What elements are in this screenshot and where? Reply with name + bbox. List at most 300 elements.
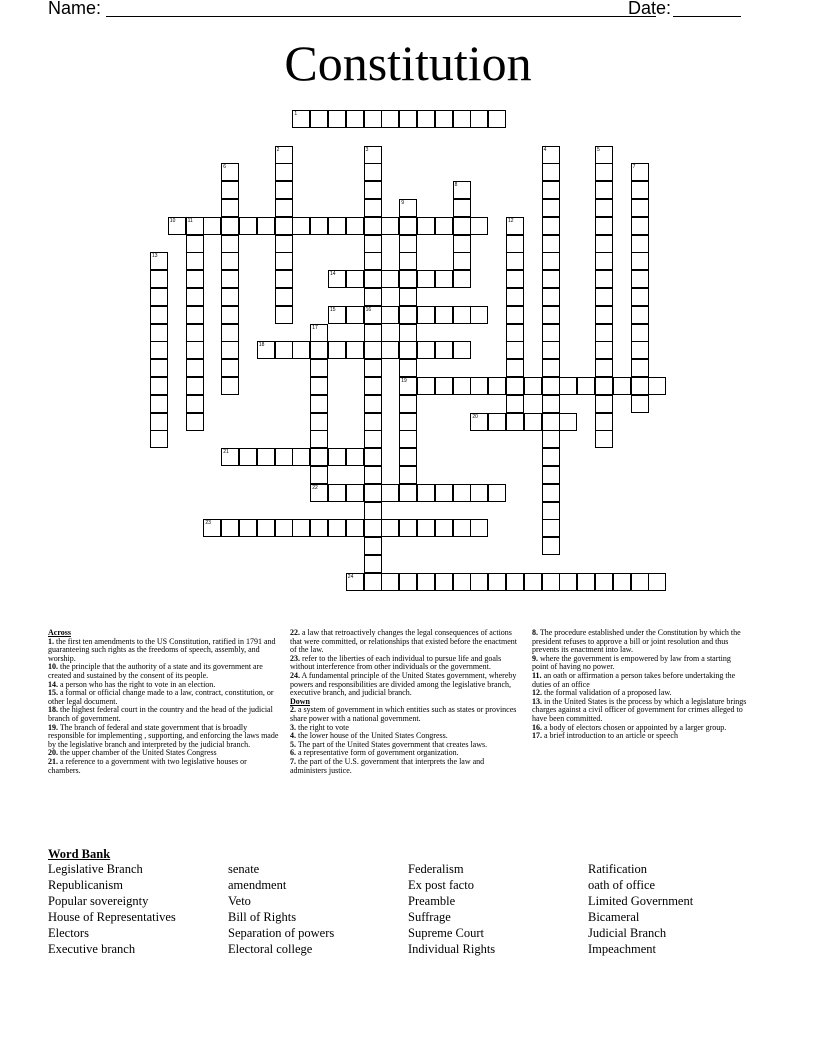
grid-cell[interactable] xyxy=(453,235,471,253)
grid-cell[interactable] xyxy=(221,270,239,288)
grid-cell[interactable] xyxy=(257,519,275,537)
grid-cell[interactable] xyxy=(221,181,239,199)
grid-cell[interactable] xyxy=(435,519,453,537)
grid-cell[interactable] xyxy=(595,163,613,181)
grid-cell[interactable] xyxy=(275,235,293,253)
grid-cell[interactable] xyxy=(310,484,328,502)
grid-cell[interactable] xyxy=(559,413,577,431)
grid-cell[interactable] xyxy=(221,252,239,270)
grid-cell[interactable] xyxy=(399,217,417,235)
grid-cell[interactable] xyxy=(595,270,613,288)
grid-cell[interactable] xyxy=(595,199,613,217)
grid-cell[interactable] xyxy=(310,341,328,359)
grid-cell[interactable] xyxy=(542,306,560,324)
grid-cell[interactable] xyxy=(364,163,382,181)
grid-cell[interactable] xyxy=(631,377,649,395)
grid-cell[interactable] xyxy=(150,430,168,448)
grid-cell[interactable] xyxy=(488,413,506,431)
grid-cell[interactable] xyxy=(595,252,613,270)
grid-cell[interactable] xyxy=(364,573,382,591)
grid-cell[interactable] xyxy=(221,448,239,466)
grid-cell[interactable] xyxy=(595,217,613,235)
grid-cell[interactable] xyxy=(292,110,310,128)
grid-cell[interactable] xyxy=(631,163,649,181)
grid-cell[interactable] xyxy=(542,181,560,199)
grid-cell[interactable] xyxy=(542,235,560,253)
grid-cell[interactable] xyxy=(453,110,471,128)
grid-cell[interactable] xyxy=(435,110,453,128)
grid-cell[interactable] xyxy=(542,163,560,181)
grid-cell[interactable] xyxy=(399,430,417,448)
grid-cell[interactable] xyxy=(506,252,524,270)
grid-cell[interactable] xyxy=(488,573,506,591)
grid-cell[interactable] xyxy=(613,573,631,591)
grid-cell[interactable] xyxy=(150,306,168,324)
grid-cell[interactable] xyxy=(346,519,364,537)
grid-cell[interactable] xyxy=(506,235,524,253)
grid-cell[interactable] xyxy=(399,324,417,342)
grid-cell[interactable] xyxy=(364,359,382,377)
clue-number: 21. xyxy=(48,756,58,766)
grid-cell[interactable] xyxy=(381,573,399,591)
grid-cell[interactable] xyxy=(221,199,239,217)
grid-cell[interactable] xyxy=(524,573,542,591)
grid-cell[interactable] xyxy=(310,359,328,377)
grid-cell[interactable] xyxy=(186,270,204,288)
grid-cell[interactable] xyxy=(364,555,382,573)
grid-cell[interactable] xyxy=(275,199,293,217)
grid-cell[interactable] xyxy=(506,395,524,413)
grid-cell[interactable] xyxy=(346,484,364,502)
grid-cell[interactable] xyxy=(364,448,382,466)
grid-cell[interactable] xyxy=(221,519,239,537)
grid-cell[interactable] xyxy=(542,359,560,377)
grid-cell[interactable] xyxy=(221,377,239,395)
grid-cell[interactable] xyxy=(186,252,204,270)
grid-cell[interactable] xyxy=(595,341,613,359)
grid-cell[interactable] xyxy=(364,288,382,306)
grid-cell[interactable] xyxy=(399,252,417,270)
grid-cell[interactable] xyxy=(453,217,471,235)
grid-cell[interactable] xyxy=(328,341,346,359)
grid-cell[interactable] xyxy=(470,484,488,502)
grid-cell[interactable] xyxy=(275,519,293,537)
grid-cell[interactable] xyxy=(631,235,649,253)
grid-cell[interactable] xyxy=(150,252,168,270)
grid-cell[interactable] xyxy=(186,306,204,324)
grid-cell[interactable] xyxy=(470,573,488,591)
grid-cell[interactable] xyxy=(364,413,382,431)
grid-cell[interactable] xyxy=(595,430,613,448)
grid-cell[interactable] xyxy=(364,217,382,235)
grid-cell[interactable] xyxy=(470,306,488,324)
grid-cell[interactable] xyxy=(221,163,239,181)
grid-cell[interactable] xyxy=(506,306,524,324)
clue-text: the formal validation of a proposed law. xyxy=(542,688,672,698)
grid-cell[interactable] xyxy=(453,252,471,270)
grid-cell[interactable] xyxy=(346,573,364,591)
word-bank-entry: Electoral college xyxy=(228,942,313,956)
grid-cell[interactable] xyxy=(595,359,613,377)
clue xyxy=(48,758,280,775)
grid-cell[interactable] xyxy=(186,395,204,413)
grid-cell[interactable] xyxy=(364,235,382,253)
grid-cell[interactable] xyxy=(364,341,382,359)
grid-cell[interactable] xyxy=(542,395,560,413)
grid-cell[interactable] xyxy=(203,519,221,537)
name-label: Name: xyxy=(48,0,102,18)
grid-cell[interactable] xyxy=(399,377,417,395)
clue xyxy=(532,655,748,672)
grid-cell[interactable] xyxy=(542,573,560,591)
grid-cell[interactable] xyxy=(595,288,613,306)
grid-cell[interactable] xyxy=(470,413,488,431)
grid-cell[interactable] xyxy=(542,217,560,235)
grid-cell[interactable] xyxy=(239,217,257,235)
grid-cell[interactable] xyxy=(310,413,328,431)
grid-cell[interactable] xyxy=(310,519,328,537)
grid-cell[interactable] xyxy=(364,324,382,342)
clue xyxy=(532,698,748,724)
grid-cell[interactable] xyxy=(275,146,293,164)
clue-number: 14. xyxy=(48,679,58,689)
grid-cell[interactable] xyxy=(595,306,613,324)
grid-cell[interactable] xyxy=(631,341,649,359)
grid-cell[interactable] xyxy=(150,377,168,395)
grid-cell[interactable] xyxy=(417,306,435,324)
clue-section-heading: Across xyxy=(48,628,71,637)
grid-cell[interactable] xyxy=(631,573,649,591)
grid-cell[interactable] xyxy=(275,163,293,181)
grid-cell[interactable] xyxy=(542,146,560,164)
grid-cell[interactable] xyxy=(186,288,204,306)
grid-cell[interactable] xyxy=(399,484,417,502)
grid-cell[interactable] xyxy=(577,377,595,395)
grid-cell[interactable] xyxy=(470,110,488,128)
grid-cell[interactable] xyxy=(310,466,328,484)
grid-cell[interactable] xyxy=(506,217,524,235)
grid-cell[interactable] xyxy=(595,395,613,413)
grid-cell[interactable] xyxy=(364,270,382,288)
grid-cell[interactable] xyxy=(346,341,364,359)
grid-cell[interactable] xyxy=(631,181,649,199)
grid-cell[interactable] xyxy=(381,217,399,235)
grid-cell[interactable] xyxy=(399,341,417,359)
grid-cell[interactable] xyxy=(257,217,275,235)
grid-cell[interactable] xyxy=(453,199,471,217)
grid-cell[interactable] xyxy=(595,146,613,164)
grid-cell[interactable] xyxy=(186,217,204,235)
grid-cell[interactable] xyxy=(595,413,613,431)
grid-cell[interactable] xyxy=(595,235,613,253)
grid-cell[interactable] xyxy=(150,395,168,413)
grid-cell[interactable] xyxy=(310,377,328,395)
grid-cell[interactable] xyxy=(328,448,346,466)
grid-cell[interactable] xyxy=(257,448,275,466)
grid-cell[interactable] xyxy=(470,519,488,537)
grid-cell[interactable] xyxy=(542,324,560,342)
grid-cell[interactable] xyxy=(506,324,524,342)
grid-cell[interactable] xyxy=(292,519,310,537)
grid-cell[interactable] xyxy=(381,110,399,128)
grid-cell[interactable] xyxy=(399,413,417,431)
grid-cell[interactable] xyxy=(292,341,310,359)
grid-cell[interactable] xyxy=(221,288,239,306)
grid-cell[interactable] xyxy=(506,377,524,395)
grid-cell[interactable] xyxy=(221,235,239,253)
grid-cell[interactable] xyxy=(275,181,293,199)
grid-cell[interactable] xyxy=(577,573,595,591)
clue-number: 23 xyxy=(205,520,211,527)
grid-cell[interactable] xyxy=(524,413,542,431)
grid-cell[interactable] xyxy=(506,359,524,377)
grid-cell[interactable] xyxy=(364,395,382,413)
grid-cell[interactable] xyxy=(328,306,346,324)
grid-cell[interactable] xyxy=(150,324,168,342)
grid-cell[interactable] xyxy=(346,217,364,235)
grid-cell[interactable] xyxy=(221,217,239,235)
grid-cell[interactable] xyxy=(221,359,239,377)
grid-cell[interactable] xyxy=(648,573,666,591)
grid-cell[interactable] xyxy=(399,466,417,484)
grid-cell[interactable] xyxy=(275,341,293,359)
grid-cell[interactable] xyxy=(257,341,275,359)
grid-cell[interactable] xyxy=(542,502,560,520)
grid-cell[interactable] xyxy=(399,519,417,537)
grid-cell[interactable] xyxy=(542,466,560,484)
grid-cell[interactable] xyxy=(595,324,613,342)
grid-cell[interactable] xyxy=(186,413,204,431)
grid-cell[interactable] xyxy=(310,448,328,466)
grid-cell[interactable] xyxy=(435,270,453,288)
grid-cell[interactable] xyxy=(346,110,364,128)
clue-text: a reference to a government with two legislative houses or chambers. xyxy=(48,756,247,775)
grid-cell[interactable] xyxy=(399,573,417,591)
grid-cell[interactable] xyxy=(364,199,382,217)
clue-number: 5. xyxy=(290,739,296,749)
grid-cell[interactable] xyxy=(435,573,453,591)
grid-cell[interactable] xyxy=(364,502,382,520)
grid-cell[interactable] xyxy=(328,110,346,128)
clue-number: 16. xyxy=(532,722,542,732)
clue-number: 1. xyxy=(48,636,54,646)
grid-cell[interactable] xyxy=(346,306,364,324)
grid-cell[interactable] xyxy=(417,377,435,395)
grid-cell[interactable] xyxy=(417,519,435,537)
grid-cell[interactable] xyxy=(186,235,204,253)
grid-cell[interactable] xyxy=(381,519,399,537)
grid-cell[interactable] xyxy=(150,359,168,377)
grid-cell[interactable] xyxy=(399,270,417,288)
grid-cell[interactable] xyxy=(631,306,649,324)
grid-cell[interactable] xyxy=(239,448,257,466)
grid-cell[interactable] xyxy=(631,217,649,235)
grid-cell[interactable] xyxy=(328,270,346,288)
grid-cell[interactable] xyxy=(435,341,453,359)
grid-cell[interactable] xyxy=(364,181,382,199)
grid-cell[interactable] xyxy=(275,270,293,288)
clue-number: 17. xyxy=(532,731,542,741)
grid-cell[interactable] xyxy=(595,377,613,395)
grid-cell[interactable] xyxy=(168,217,186,235)
grid-cell[interactable] xyxy=(399,199,417,217)
grid-cell[interactable] xyxy=(275,252,293,270)
grid-cell[interactable] xyxy=(221,341,239,359)
grid-cell[interactable] xyxy=(364,537,382,555)
grid-cell[interactable] xyxy=(631,395,649,413)
grid-cell[interactable] xyxy=(542,537,560,555)
grid-cell[interactable] xyxy=(470,217,488,235)
grid-cell[interactable] xyxy=(542,341,560,359)
grid-cell[interactable] xyxy=(150,288,168,306)
grid-cell[interactable] xyxy=(542,484,560,502)
grid-cell[interactable] xyxy=(310,110,328,128)
grid-cell[interactable] xyxy=(221,324,239,342)
grid-cell[interactable] xyxy=(221,306,239,324)
grid-cell[interactable] xyxy=(506,270,524,288)
grid-cell[interactable] xyxy=(186,324,204,342)
grid-cell[interactable] xyxy=(524,377,542,395)
grid-cell[interactable] xyxy=(399,395,417,413)
word-bank-entry: Bill of Rights xyxy=(228,910,297,924)
grid-cell[interactable] xyxy=(364,484,382,502)
grid-cell[interactable] xyxy=(310,395,328,413)
grid-cell[interactable] xyxy=(435,484,453,502)
grid-cell[interactable] xyxy=(542,448,560,466)
grid-cell[interactable] xyxy=(239,519,257,537)
grid-cell[interactable] xyxy=(488,377,506,395)
grid-cell[interactable] xyxy=(292,217,310,235)
grid-cell[interactable] xyxy=(595,573,613,591)
grid-cell[interactable] xyxy=(631,252,649,270)
grid-cell[interactable] xyxy=(150,270,168,288)
grid-cell[interactable] xyxy=(559,377,577,395)
grid-cell[interactable] xyxy=(542,413,560,431)
grid-cell[interactable] xyxy=(292,448,310,466)
grid-cell[interactable] xyxy=(364,466,382,484)
grid-cell[interactable] xyxy=(186,377,204,395)
grid-cell[interactable] xyxy=(399,110,417,128)
grid-cell[interactable] xyxy=(150,341,168,359)
grid-cell[interactable] xyxy=(542,270,560,288)
grid-cell[interactable] xyxy=(417,110,435,128)
clue-number: 6 xyxy=(223,164,226,171)
word-bank xyxy=(48,846,768,956)
grid-cell[interactable] xyxy=(595,181,613,199)
grid-cell[interactable] xyxy=(364,146,382,164)
grid-cell[interactable] xyxy=(417,484,435,502)
clue xyxy=(532,629,748,655)
grid-cell[interactable] xyxy=(631,270,649,288)
grid-cell[interactable] xyxy=(631,359,649,377)
grid-cell[interactable] xyxy=(186,341,204,359)
grid-cell[interactable] xyxy=(417,270,435,288)
grid-cell[interactable] xyxy=(488,110,506,128)
grid-cell[interactable] xyxy=(203,217,221,235)
clue xyxy=(290,629,522,655)
grid-cell[interactable] xyxy=(631,324,649,342)
grid-cell[interactable] xyxy=(453,573,471,591)
grid-cell[interactable] xyxy=(310,217,328,235)
grid-cell[interactable] xyxy=(364,110,382,128)
grid-cell[interactable] xyxy=(399,306,417,324)
grid-cell[interactable] xyxy=(399,448,417,466)
grid-cell[interactable] xyxy=(435,217,453,235)
grid-cell[interactable] xyxy=(488,484,506,502)
grid-cell[interactable] xyxy=(381,306,399,324)
grid-cell[interactable] xyxy=(542,288,560,306)
clue-number: 20. xyxy=(48,748,58,758)
grid-cell[interactable] xyxy=(648,377,666,395)
grid-cell[interactable] xyxy=(435,306,453,324)
grid-cell[interactable] xyxy=(453,270,471,288)
clue-text: where the government is empowered by law from a starting point of having no power. xyxy=(532,653,731,672)
grid-cell[interactable] xyxy=(328,484,346,502)
grid-cell[interactable] xyxy=(328,217,346,235)
grid-cell[interactable] xyxy=(364,306,382,324)
grid-cell[interactable] xyxy=(399,288,417,306)
grid-cell[interactable] xyxy=(542,199,560,217)
grid-cell[interactable] xyxy=(559,573,577,591)
grid-cell[interactable] xyxy=(542,519,560,537)
grid-cell[interactable] xyxy=(506,573,524,591)
grid-cell[interactable] xyxy=(453,181,471,199)
grid-cell[interactable] xyxy=(417,573,435,591)
clue-text: a representative form of government organization. xyxy=(296,748,459,758)
grid-cell[interactable] xyxy=(364,377,382,395)
grid-cell[interactable] xyxy=(506,413,524,431)
grid-cell[interactable] xyxy=(150,413,168,431)
grid-cell[interactable] xyxy=(275,288,293,306)
grid-cell[interactable] xyxy=(186,359,204,377)
grid-cell[interactable] xyxy=(435,377,453,395)
grid-cell[interactable] xyxy=(453,306,471,324)
grid-cell[interactable] xyxy=(399,235,417,253)
grid-cell[interactable] xyxy=(453,484,471,502)
grid-cell[interactable] xyxy=(506,288,524,306)
grid-cell[interactable] xyxy=(275,217,293,235)
grid-cell[interactable] xyxy=(381,341,399,359)
word-bank-entry: Federalism xyxy=(408,862,464,876)
grid-cell[interactable] xyxy=(453,377,471,395)
grid-cell[interactable] xyxy=(542,430,560,448)
grid-cell[interactable] xyxy=(381,270,399,288)
grid-cell[interactable] xyxy=(506,341,524,359)
grid-cell[interactable] xyxy=(310,324,328,342)
grid-cell[interactable] xyxy=(364,430,382,448)
grid-cell[interactable] xyxy=(453,519,471,537)
grid-cell[interactable] xyxy=(453,341,471,359)
grid-cell[interactable] xyxy=(470,377,488,395)
grid-cell[interactable] xyxy=(310,430,328,448)
grid-cell[interactable] xyxy=(631,199,649,217)
grid-cell[interactable] xyxy=(328,519,346,537)
grid-cell[interactable] xyxy=(346,448,364,466)
grid-cell[interactable] xyxy=(364,519,382,537)
grid-cell[interactable] xyxy=(542,252,560,270)
grid-cell[interactable] xyxy=(542,377,560,395)
grid-cell[interactable] xyxy=(631,288,649,306)
grid-cell[interactable] xyxy=(364,252,382,270)
grid-cell[interactable] xyxy=(417,341,435,359)
grid-cell[interactable] xyxy=(346,270,364,288)
grid-cell[interactable] xyxy=(613,377,631,395)
grid-cell[interactable] xyxy=(399,359,417,377)
grid-cell[interactable] xyxy=(275,448,293,466)
grid-cell[interactable] xyxy=(381,484,399,502)
grid-cell[interactable] xyxy=(275,306,293,324)
grid-cell[interactable] xyxy=(417,217,435,235)
